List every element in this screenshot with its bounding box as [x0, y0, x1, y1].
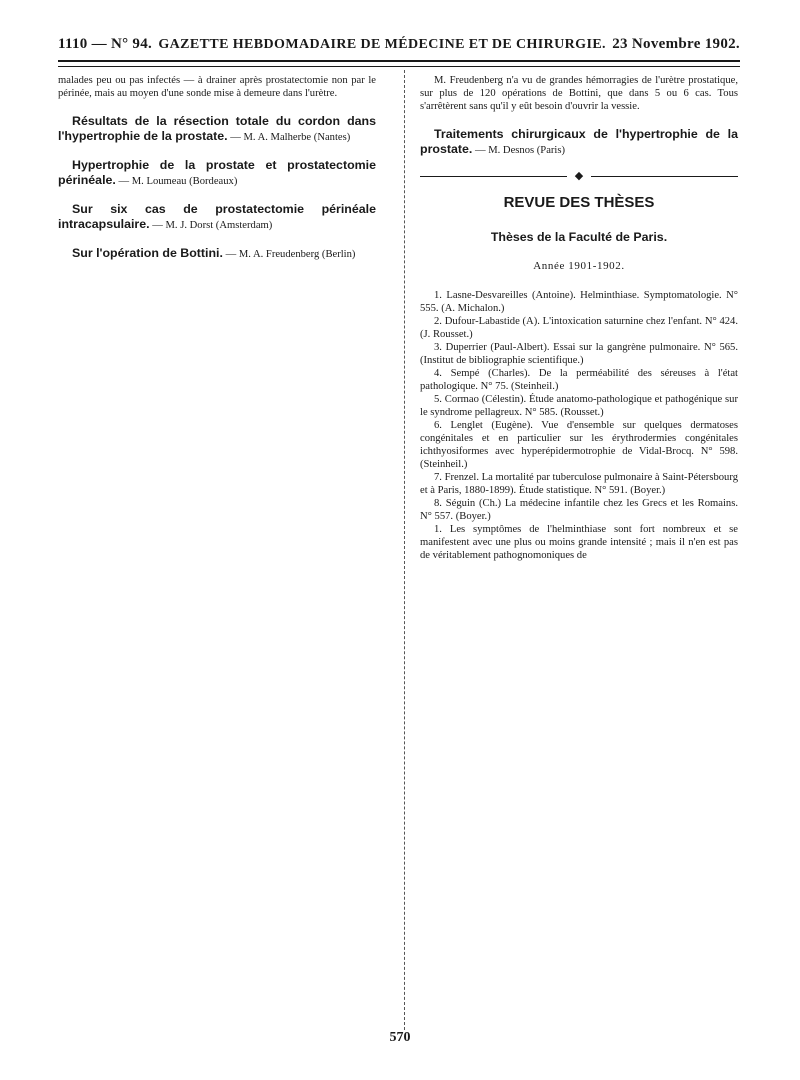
section-4: Sur l'opération de Bottini. — M. A. Freudenberg (Berlin) [72, 246, 356, 260]
column-separator [404, 70, 405, 1030]
section-heading: Sur six cas de prostatectomie périnéale intracapsulaire. [58, 202, 376, 231]
section-2: Hypertrophie de la prostate et prostatectomie périnéale. — M. Loumeau (Bordeaux) [58, 158, 376, 187]
section-heading: Résultats de la résection totale du cordon dans l'hypertrophie de la prostate. [58, 114, 376, 143]
section-heading: Sur l'opération de Bottini. [72, 246, 223, 260]
section-author: M. Desnos (Paris) [488, 145, 566, 156]
closing-paragraph: 1. Les symptômes de l'helminthiase sont fort nombreux et se manifestent avec une plus ou moins grande intensité ; mais il n'en est pas de véritablement pathognomoniques de [420, 524, 738, 561]
right-column [420, 74, 738, 562]
thesis-entry: 5. Cormao (Célestin). Étude anatomo-pathologique et pathogénique sur le syndrome pellagreux. N° 585. (Rousset.) [420, 394, 738, 418]
thesis-entry: 1. Lasne-Desvareilles (Antoine). Helminthiase. Symptomatologie. N° 555. (A. Michalon.) [420, 290, 738, 314]
section-heading: Hypertrophie de la prostate et prostatectomie périnéale. [58, 158, 376, 187]
ornament-divider [420, 171, 738, 182]
section-3: Sur six cas de prostatectomie périnéale intracapsulaire. — M. J. Dorst (Amsterdam) [58, 202, 376, 231]
page-number-header: 1110 — N° 94. [58, 36, 153, 52]
intro-paragraph: malades peu ou pas infectés — à drainer après prostatectomie non par le périnée, mais au moyen d'une sonde mise à demeure dans l'urètre. [58, 75, 376, 99]
header-rule [58, 60, 740, 67]
thesis-entry: 7. Frenzel. La mortalité par tuberculose pulmonaire à Saint-Pétersbourg et à Paris, 1880-1899). Étude statistique. N° 591. (Boyer.) [420, 472, 738, 496]
academic-year: Année 1901-1902. [533, 260, 625, 272]
running-header [58, 36, 740, 53]
intro-paragraph: M. Freudenberg n'a vu de grandes hémorragies de l'urètre prostatique, sur plus de 120 opérations de Bottini, que dans 5 ou 6 cas. Tous s'arrêtèrent sans qu'il y eût besoin d'ouvrir la vessie. [420, 75, 738, 112]
diamond-icon: ◆ [574, 170, 584, 182]
theses-list [420, 289, 738, 523]
thesis-entry: 8. Séguin (Ch.) La médecine infantile chez les Grecs et les Romains. N° 557. (Boyer.) [420, 498, 738, 522]
section-heading: Traitements chirurgicaux de l'hypertrophie de la prostate. [420, 127, 738, 156]
section-author: M. A. Freudenberg (Berlin) [238, 249, 356, 260]
section-1: Résultats de la résection totale du cordon dans l'hypertrophie de la prostate. — M. A. Malherbe (Nantes) [58, 114, 376, 143]
section-author: M. J. Dorst (Amsterdam) [165, 220, 273, 231]
thesis-entry: 2. Dufour-Labastide (A). L'intoxication saturnine chez l'enfant. N° 424. (J. Rousset.) [420, 316, 738, 340]
theses-heading: Thèses de la Faculté de Paris. [490, 230, 668, 244]
section-author: M. Loumeau (Bordeaux) [131, 176, 238, 187]
journal-title: GAZETTE HEBDOMADAIRE DE MÉDECINE ET DE CHIRURGIE. [158, 37, 606, 52]
issue-date: 23 Novembre 1902. [612, 36, 740, 52]
left-column [58, 74, 376, 261]
thesis-entry: 6. Lenglet (Eugène). Vue d'ensemble sur quelques dermatoses congénitales et en particulier sur les érythrodermies congénitales ichthyosiformes avec hyperépidermotrophie de Vidal-Brocq. N° 598. (Steinheil.) [420, 420, 738, 470]
section-author: M. A. Malherbe (Nantes) [243, 132, 351, 143]
thesis-entry: 3. Duperrier (Paul-Albert). Essai sur la gangrène pulmonaire. N° 565. (Institut de bibliographie scientifique.) [420, 342, 738, 366]
revue-title: REVUE DES THÈSES [503, 194, 655, 211]
section-5: Traitements chirurgicaux de l'hypertrophie de la prostate. — M. Desnos (Paris) [420, 127, 738, 156]
folio-number: 570 [389, 1030, 411, 1045]
thesis-entry: 4. Sempé (Charles). De la perméabilité des séreuses à l'état pathologique. N° 75. (Steinheil.) [420, 368, 738, 392]
